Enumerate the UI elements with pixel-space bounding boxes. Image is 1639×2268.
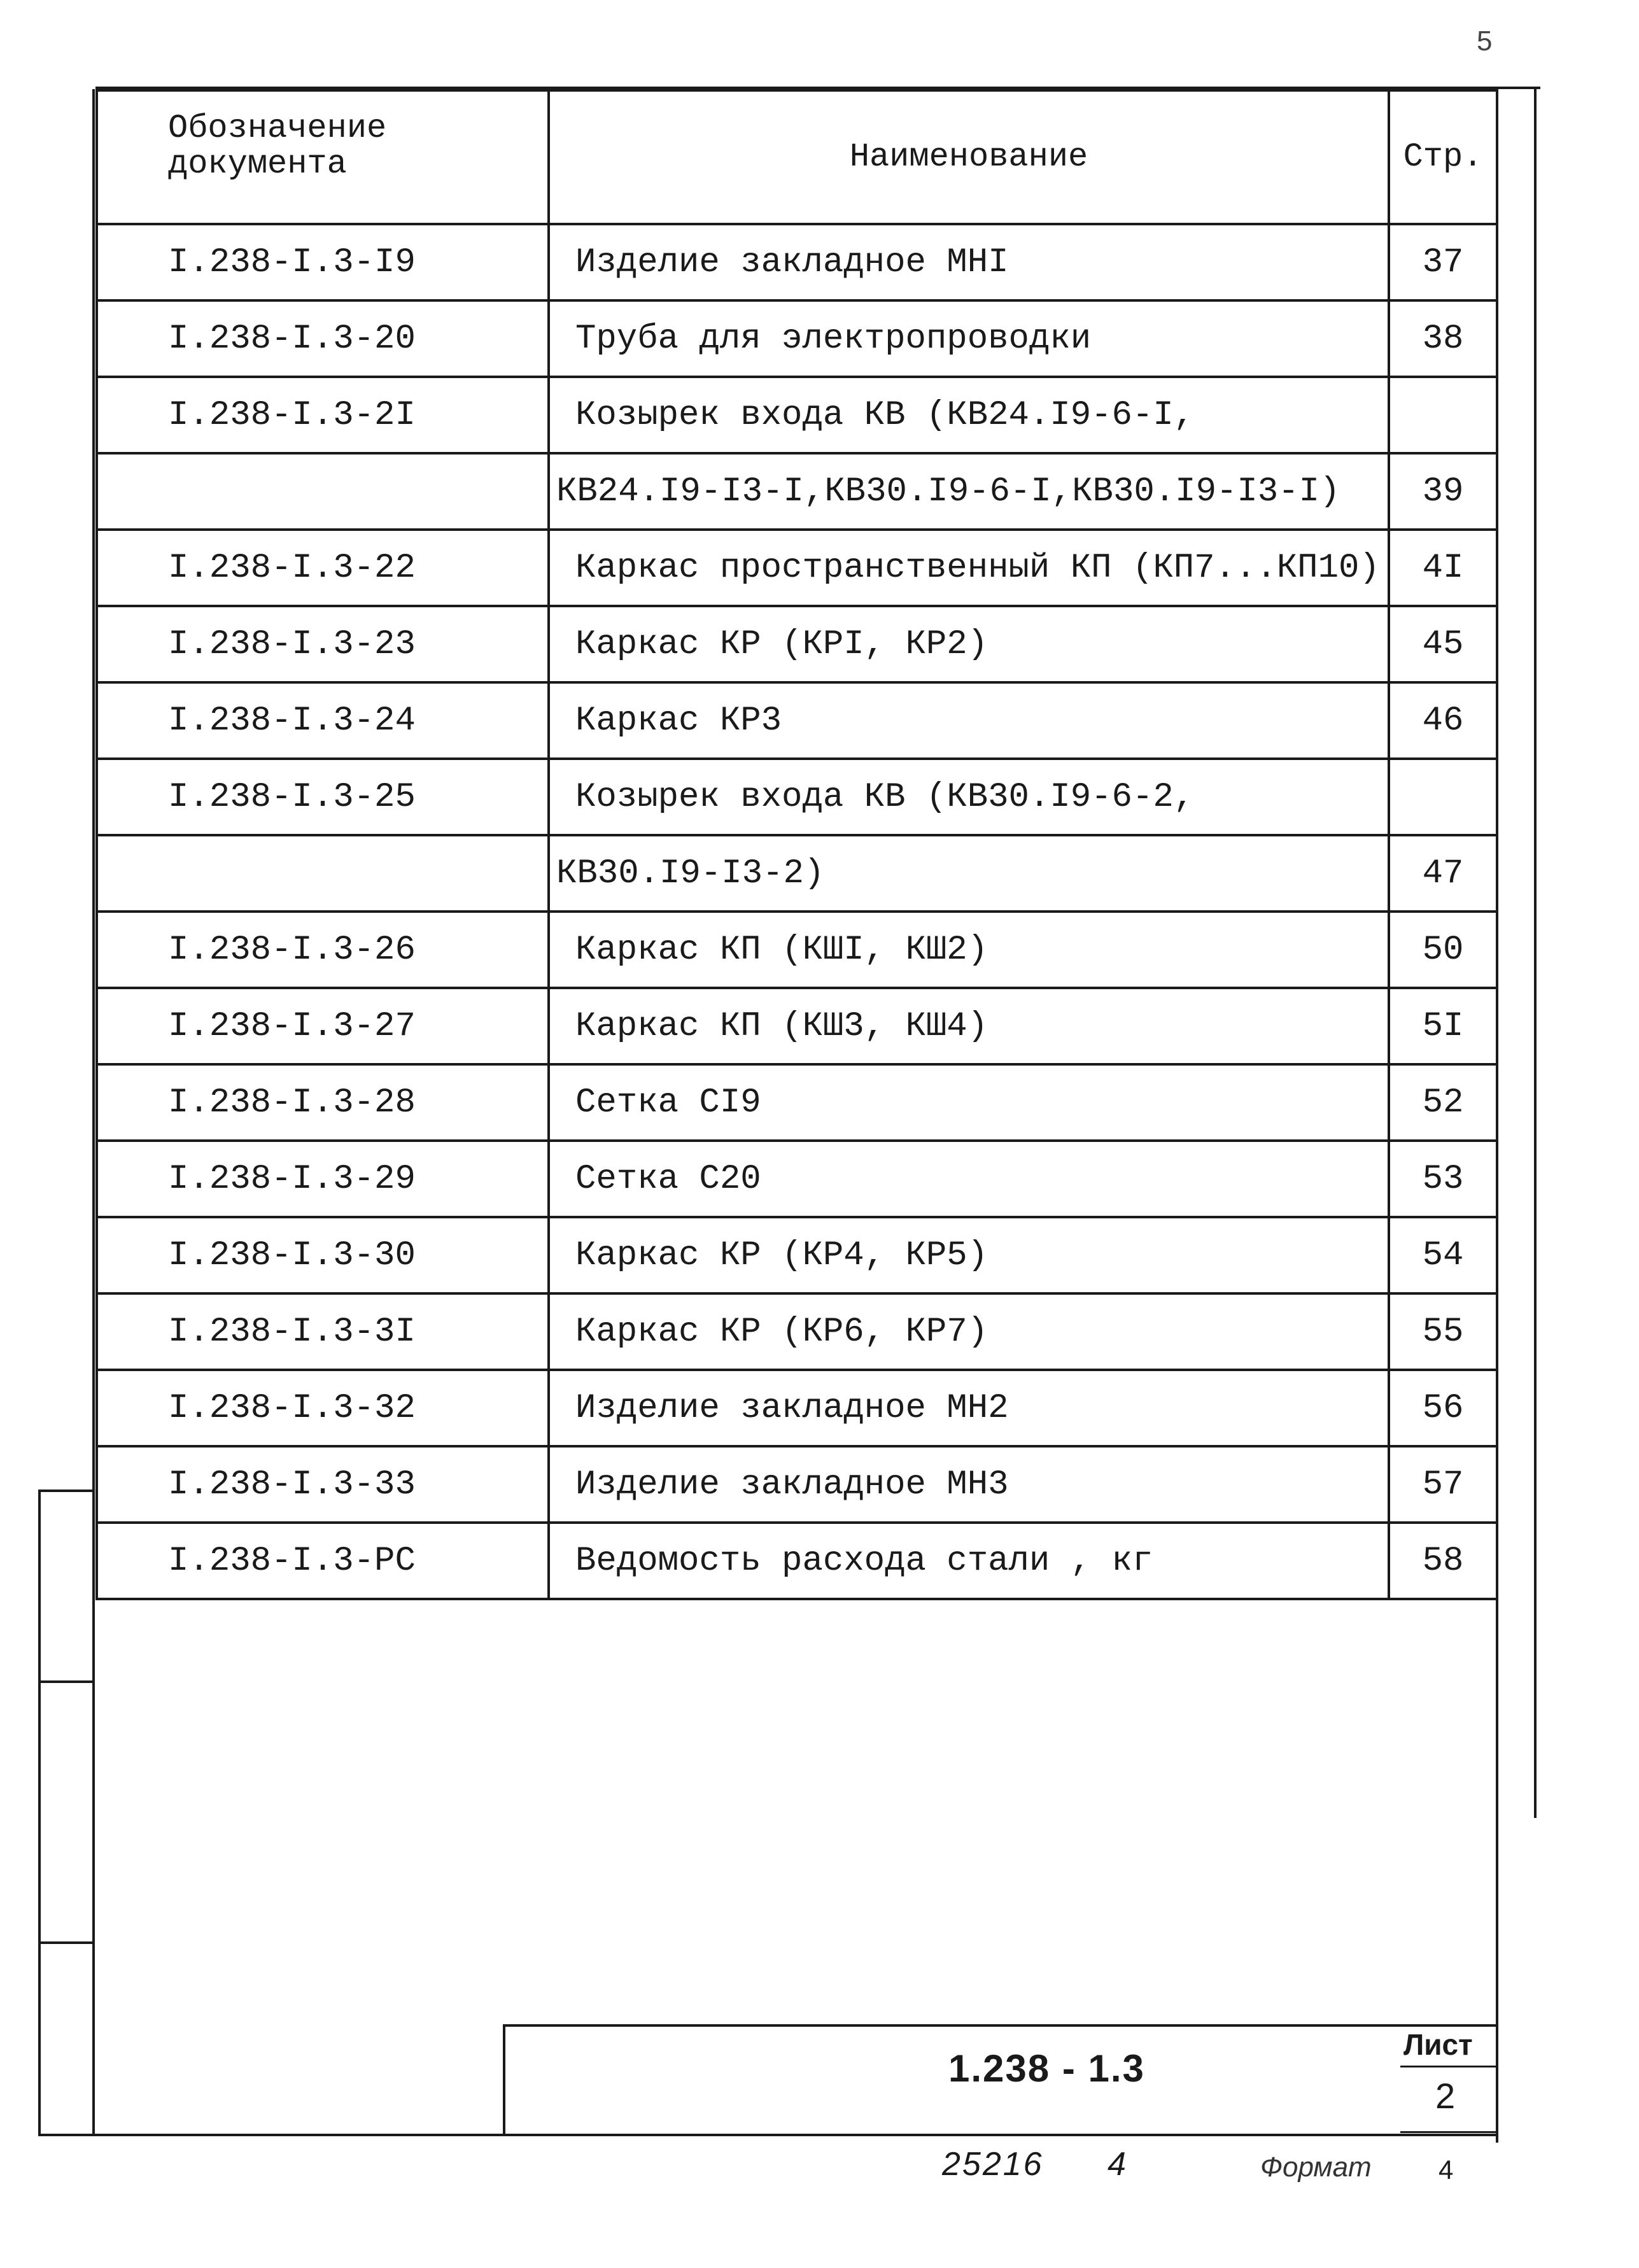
title-block-sheet-rule	[1400, 2066, 1496, 2067]
row-page: 46	[1389, 682, 1497, 759]
row-name: Изделие закладное МН3	[549, 1446, 1389, 1523]
row-page: 47	[1389, 835, 1497, 912]
row-page: 54	[1389, 1217, 1497, 1293]
row-name: Сетка СI9	[549, 1064, 1389, 1141]
row-page: 52	[1389, 1064, 1497, 1141]
row-name: Изделие закладное МНI	[549, 224, 1389, 300]
row-name: Сетка С20	[549, 1141, 1389, 1217]
format-value: 4	[1439, 2155, 1454, 2185]
row-page: 37	[1389, 224, 1497, 300]
title-block-left-rule	[503, 2024, 505, 2134]
row-code: I.238-I.3-20	[97, 300, 549, 377]
row-code: I.238-I.3-30	[97, 1217, 549, 1293]
table-row	[97, 1064, 1497, 1141]
table-row	[97, 530, 1497, 606]
row-name: КВ30.I9-I3-2)	[549, 835, 1389, 912]
header-designation: Обозначение документа	[97, 90, 549, 224]
header-name: Наименование	[549, 90, 1389, 224]
row-name: Козырек входа КВ (КВ30.I9-6-2,	[549, 759, 1389, 835]
row-page: 39	[1389, 453, 1497, 530]
row-code	[97, 835, 549, 912]
row-name: Каркас пространственный КП (КП7...КП10)	[549, 530, 1389, 606]
row-name: Козырек входа КВ (КВ24.I9-6-I,	[549, 377, 1389, 453]
row-page: 4I	[1389, 530, 1497, 606]
sheet-label: Лист	[1403, 2028, 1473, 2061]
row-code: I.238-I.3-22	[97, 530, 549, 606]
contents-table	[95, 89, 1498, 1600]
table-row	[97, 1523, 1497, 1599]
row-code: I.238-I.3-23	[97, 606, 549, 682]
row-code: I.238-I.3-27	[97, 988, 549, 1064]
binding-strip-divider-2	[38, 1680, 94, 1683]
row-page: 55	[1389, 1293, 1497, 1370]
document-code: 1.238 - 1.3	[948, 2047, 1145, 2090]
row-page: 45	[1389, 606, 1497, 682]
row-page: 50	[1389, 912, 1497, 988]
binding-strip-divider-3	[38, 1941, 94, 1944]
row-page: 5I	[1389, 988, 1497, 1064]
row-code: I.238-I.3-33	[97, 1446, 549, 1523]
row-page: 58	[1389, 1523, 1497, 1599]
row-page: 56	[1389, 1370, 1497, 1446]
table-row	[97, 224, 1497, 300]
title-block-bottom-stub	[1400, 2131, 1496, 2133]
frame-outer-right-rule	[1534, 87, 1537, 1818]
row-code: I.238-I.3-28	[97, 1064, 549, 1141]
table-row	[97, 1217, 1497, 1293]
title-block-top-rule	[503, 2024, 1496, 2027]
row-page: 38	[1389, 300, 1497, 377]
row-page	[1389, 759, 1497, 835]
archive-number: 25216	[942, 2146, 1044, 2183]
row-name: Каркас КП (КШI, КШ2)	[549, 912, 1389, 988]
row-page: 53	[1389, 1141, 1497, 1217]
row-name: Каркас КР (КР6, КР7)	[549, 1293, 1389, 1370]
header-page: Стр.	[1389, 90, 1497, 224]
row-code: I.238-I.3-26	[97, 912, 549, 988]
row-code: I.238-I.3-25	[97, 759, 549, 835]
frame-left-rule	[92, 89, 95, 2136]
table-row	[97, 1293, 1497, 1370]
table-row	[97, 1446, 1497, 1523]
row-code: I.238-I.3-2I	[97, 377, 549, 453]
table-row	[97, 453, 1497, 530]
table-row	[97, 912, 1497, 988]
row-name: КВ24.I9-I3-I,КВ30.I9-6-I,КВ30.I9-I3-I)	[549, 453, 1389, 530]
row-name: Ведомость расхода стали , кг	[549, 1523, 1389, 1599]
row-name: Труба для электропроводки	[549, 300, 1389, 377]
table-header-row	[97, 90, 1497, 224]
row-code: I.238-I.3-24	[97, 682, 549, 759]
row-code: I.238-I.3-32	[97, 1370, 549, 1446]
row-name: Каркас КР (КР4, КР5)	[549, 1217, 1389, 1293]
row-page	[1389, 377, 1497, 453]
table-row	[97, 988, 1497, 1064]
row-code	[97, 453, 549, 530]
row-name: Изделие закладное МН2	[549, 1370, 1389, 1446]
binding-strip-divider-1	[38, 1490, 94, 1492]
table-row	[97, 377, 1497, 453]
sheet-number: 2	[1435, 2076, 1456, 2116]
binding-strip-left	[38, 1490, 41, 2134]
table-row	[97, 1370, 1497, 1446]
row-code: I.238-I.3-29	[97, 1141, 549, 1217]
table-row	[97, 759, 1497, 835]
row-name: Каркас КП (КШ3, КШ4)	[549, 988, 1389, 1064]
frame-bottom-rule	[38, 2134, 1496, 2136]
table-row	[97, 1141, 1497, 1217]
row-name: Каркас КР3	[549, 682, 1389, 759]
table-row	[97, 835, 1497, 912]
row-page: 57	[1389, 1446, 1497, 1523]
table-row	[97, 682, 1497, 759]
table-row	[97, 606, 1497, 682]
row-code: I.238-I.3-I9	[97, 224, 549, 300]
corner-page-mark: 5	[1477, 25, 1493, 57]
row-name: Каркас КР (КРI, КР2)	[549, 606, 1389, 682]
copy-number: 4	[1108, 2146, 1126, 2183]
table-row	[97, 300, 1497, 377]
row-code: I.238-I.3-РС	[97, 1523, 549, 1599]
row-code: I.238-I.3-3I	[97, 1293, 549, 1370]
format-label: Формат	[1260, 2152, 1372, 2183]
